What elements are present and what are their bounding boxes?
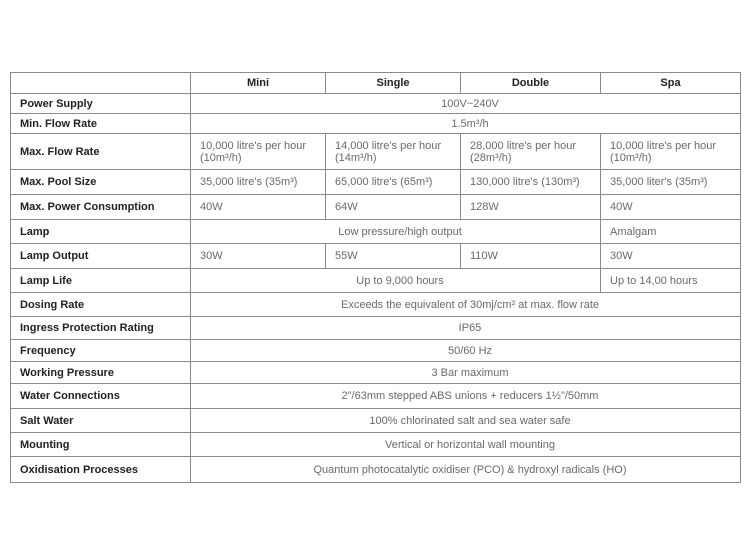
spec-value: Exceeds the equivalent of 30mj/cm² at max. flow rate [191, 293, 741, 317]
row-label: Max. Pool Size [11, 170, 191, 195]
spec-value: 35,000 litre's (35m³) [191, 170, 326, 195]
row-label: Min. Flow Rate [11, 114, 191, 134]
spec-value: 1.5m³/h [191, 114, 741, 134]
spec-value [326, 134, 461, 170]
row-label: Salt Water [11, 409, 191, 433]
row-label: Dosing Rate [11, 293, 191, 317]
table-row [11, 293, 741, 317]
spec-value [191, 134, 326, 170]
spec-value: 2"/63mm stepped ABS unions + reducers 1½"/50mm [191, 384, 741, 409]
spec-value-line: 14,000 litre's per hour [335, 139, 442, 152]
spec-value-line: (10m³/h) [200, 151, 242, 164]
header-single: Single [326, 73, 461, 94]
spec-value: 30W [191, 244, 326, 269]
table-row [11, 384, 741, 409]
spec-value: Up to 9,000 hours [191, 269, 601, 293]
spec-table [10, 72, 741, 483]
header-row [11, 73, 741, 94]
spec-value: 30W [601, 244, 741, 269]
table-row [11, 340, 741, 362]
header-mini: Mini [191, 73, 326, 94]
row-label: Lamp Life [11, 269, 191, 293]
spec-value-line: (28m³/h) [470, 151, 512, 164]
spec-value: 3 Bar maximum [191, 362, 741, 384]
spec-value: 128W [461, 195, 601, 220]
spec-value: 55W [326, 244, 461, 269]
table-row [11, 269, 741, 293]
row-label: Max. Power Consumption [11, 195, 191, 220]
table-row [11, 134, 741, 170]
spec-value: 130,000 litre's (130m³) [461, 170, 601, 195]
spec-value: 50/60 Hz [191, 340, 741, 362]
spec-value: 110W [461, 244, 601, 269]
table-row [11, 457, 741, 483]
spec-value [601, 134, 741, 170]
row-label: Oxidisation Processes [11, 457, 191, 483]
spec-value: 35,000 liter's (35m³) [601, 170, 741, 195]
spec-value: 100% chlorinated salt and sea water safe [191, 409, 741, 433]
spec-body [11, 94, 741, 483]
spec-value: Low pressure/high output [191, 220, 601, 244]
header-blank [11, 73, 191, 94]
table-row [11, 220, 741, 244]
spec-value [461, 134, 601, 170]
header-spa: Spa [601, 73, 741, 94]
table-row [11, 244, 741, 269]
spec-value-line: 10,000 litre's per hour [610, 139, 717, 152]
row-label: Power Supply [11, 94, 191, 114]
row-label: Working Pressure [11, 362, 191, 384]
table-row [11, 433, 741, 457]
row-label: Max. Flow Rate [11, 134, 191, 170]
row-label: Ingress Protection Rating [11, 317, 191, 340]
row-label: Lamp [11, 220, 191, 244]
spec-value: Vertical or horizontal wall mounting [191, 433, 741, 457]
spec-value-line: (10m³/h) [610, 151, 652, 164]
row-label: Frequency [11, 340, 191, 362]
spec-value: Amalgam [601, 220, 741, 244]
table-row [11, 94, 741, 114]
table-row [11, 114, 741, 134]
spec-value: 65,000 litre's (65m³) [326, 170, 461, 195]
spec-value: Quantum photocatalytic oxidiser (PCO) & hydroxyl radicals (HO) [191, 457, 741, 483]
table-row [11, 362, 741, 384]
spec-value: IP65 [191, 317, 741, 340]
spec-value: 40W [601, 195, 741, 220]
header-double: Double [461, 73, 601, 94]
spec-value: Up to 14,00 hours [601, 269, 741, 293]
spec-value: 40W [191, 195, 326, 220]
spec-value: 64W [326, 195, 461, 220]
spec-value-line: 10,000 litre's per hour [200, 139, 307, 152]
row-label: Lamp Output [11, 244, 191, 269]
row-label: Mounting [11, 433, 191, 457]
spec-value-line: 28,000 litre's per hour [470, 139, 577, 152]
table-row [11, 170, 741, 195]
table-row [11, 195, 741, 220]
table-row [11, 409, 741, 433]
table-row [11, 317, 741, 340]
spec-value-line: (14m³/h) [335, 151, 377, 164]
spec-value: 100V~240V [191, 94, 741, 114]
row-label: Water Connections [11, 384, 191, 409]
